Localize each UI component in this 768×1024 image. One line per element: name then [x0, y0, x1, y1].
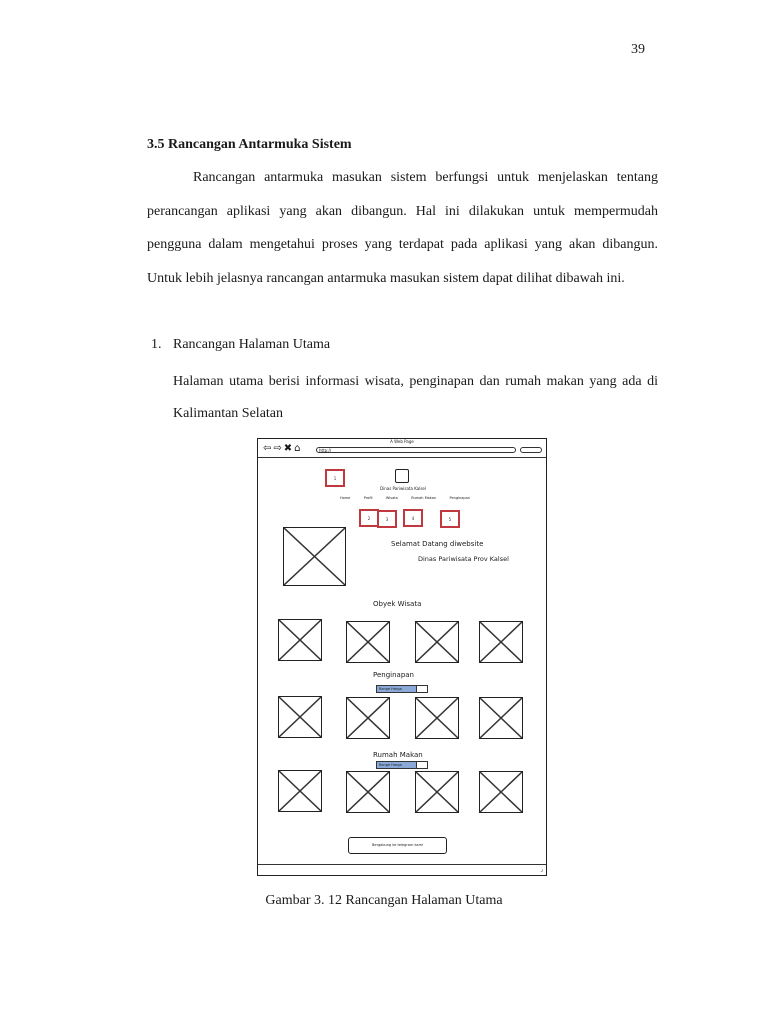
rumah-makan-image-2: [346, 771, 390, 813]
wisata-image-4: [479, 621, 523, 663]
page-number: 39: [631, 42, 645, 57]
homepage-wireframe: [257, 438, 547, 876]
list-item-number: 1.: [151, 337, 162, 352]
forward-arrow-icon: ⇨: [273, 443, 282, 454]
menu-item-rumah-makan: Rumah Makan: [411, 496, 437, 500]
welcome-line-1: Selamat Datang diwebsite: [391, 540, 484, 548]
penginapan-price-label: Range Harga: [377, 686, 417, 692]
penginapan-image-3: [415, 697, 459, 739]
section-penginapan: Penginapan: [373, 671, 414, 679]
toolbar-divider: [258, 457, 546, 458]
rumah-makan-price-dropdown: [376, 761, 428, 769]
menu-item-profil: Profil: [363, 496, 373, 500]
section-obyek-wisata: Obyek Wisata: [373, 600, 422, 608]
home-icon: ⌂: [294, 443, 301, 454]
close-icon: ✖: [283, 443, 293, 454]
penginapan-image-1: [278, 696, 322, 738]
hero-image-placeholder: [283, 527, 346, 586]
list-item-paragraph: Halaman utama berisi informasi wisata, penginapan dan rumah makan yang ada di Kalimantan Selatan: [173, 374, 658, 421]
join-telegram-callout: Bergabung ke telegram kami: [348, 837, 447, 854]
wireframe-site-name: Dinas Pariwisata Kalsel: [380, 486, 426, 491]
rumah-makan-price-label: Range Harga: [377, 762, 417, 768]
marker-4: 4: [403, 509, 423, 527]
menu-item-wisata: Wisata: [385, 496, 398, 500]
wisata-image-1: [278, 619, 322, 661]
welcome-line-2: Dinas Pariwisata Prov Kalsel: [418, 555, 509, 563]
rumah-makan-image-4: [479, 771, 523, 813]
wireframe-menu: [340, 496, 470, 500]
intro-paragraph: [147, 161, 658, 295]
list-item-title: Rancangan Halaman Utama: [173, 337, 331, 352]
rumah-makan-image-1: [278, 770, 322, 812]
back-arrow-icon: ⇦: [263, 443, 272, 454]
penginapan-image-4: [479, 697, 523, 739]
intro-paragraph-text: Rancangan antarmuka masukan sistem berfungsi untuk menjelaskan tentang perancangan aplikasi yang akan dibangun. Hal ini dilakukan untuk mempermudah pengguna dalam mengetahui proses yang terdapat pada aplikasi yang akan dibangun. Untuk lebih jelasnya rancangan antarmuka masukan sistem dapat dilihat dibawah ini.: [147, 170, 658, 286]
section-heading: 3.5 Rancangan Antarmuka Sistem: [147, 137, 352, 152]
wisata-image-2: [346, 621, 390, 663]
wisata-image-3: [415, 621, 459, 663]
menu-item-home: Home: [340, 496, 351, 500]
marker-2: 2: [359, 509, 379, 527]
wireframe-window-title: A Web Page: [390, 439, 414, 444]
logo-placeholder: [395, 469, 409, 483]
menu-item-penginapan: Penginapan: [449, 496, 470, 500]
penginapan-price-dropdown: [376, 685, 428, 693]
penginapan-image-2: [346, 697, 390, 739]
list-item: [151, 337, 330, 353]
resize-handle-icon: ⌟: [540, 866, 543, 873]
search-field: [520, 447, 542, 453]
figure-caption: Gambar 3. 12 Rancangan Halaman Utama: [265, 893, 503, 908]
section-rumah-makan: Rumah Makan: [373, 751, 423, 759]
wireframe-url-bar: http://: [316, 447, 516, 453]
footer-divider: [258, 864, 546, 865]
rumah-makan-image-3: [415, 771, 459, 813]
browser-nav-icons: [263, 444, 301, 454]
marker-1: 1: [325, 469, 345, 487]
marker-5: 5: [440, 510, 460, 528]
marker-3: 3: [377, 510, 397, 528]
